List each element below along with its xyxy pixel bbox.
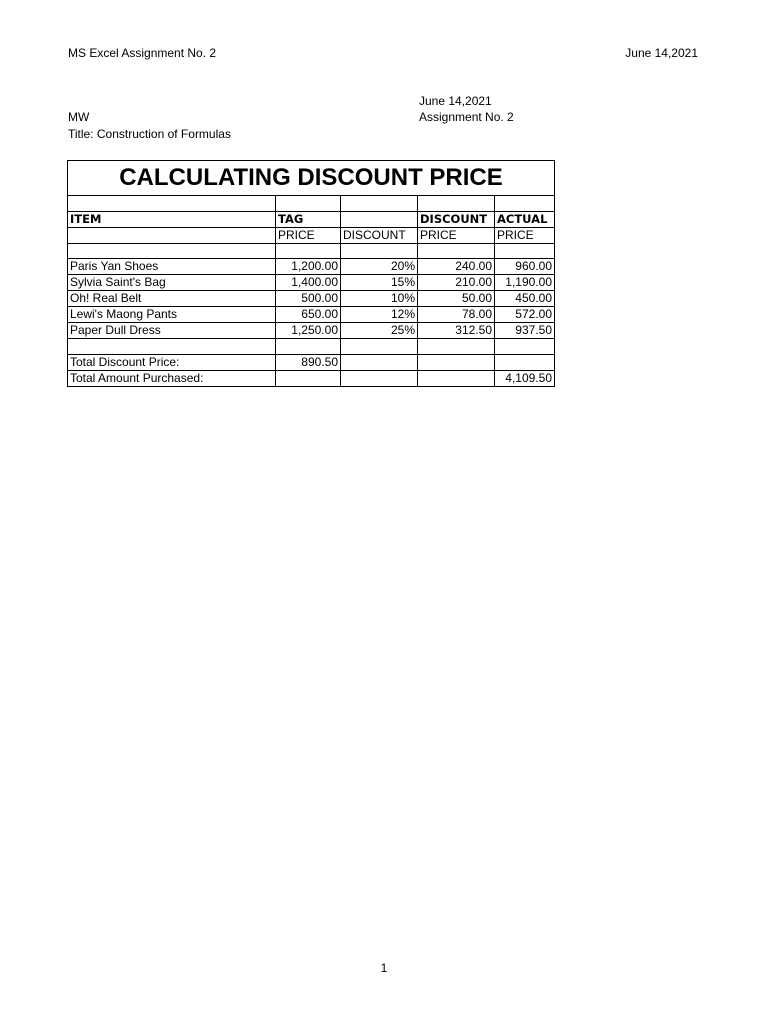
actual-price: 572.00 xyxy=(495,307,555,323)
total-discount-row xyxy=(68,354,555,370)
col-subheader-actual-price: PRICE xyxy=(495,227,555,243)
actual-price: 1,190.00 xyxy=(495,275,555,291)
discount-rate: 12% xyxy=(341,307,418,323)
item-name: Oh! Real Belt xyxy=(68,291,276,307)
cell xyxy=(276,243,341,259)
tag-price: 1,250.00 xyxy=(276,323,341,339)
cell xyxy=(276,339,341,355)
cell xyxy=(495,196,555,212)
col-subheader-discount-price: PRICE xyxy=(418,227,495,243)
cell xyxy=(68,243,276,259)
total-purchased-value: 4,109.50 xyxy=(495,370,555,386)
page-number: 1 xyxy=(380,961,388,975)
total-purchased-row xyxy=(68,370,555,386)
discount-price: 50.00 xyxy=(418,291,495,307)
total-discount-label: Total Discount Price: xyxy=(68,354,276,370)
tag-price: 1,400.00 xyxy=(276,275,341,291)
item-name: Lewi's Maong Pants xyxy=(68,307,276,323)
heading-row xyxy=(68,161,555,196)
tag-price: 650.00 xyxy=(276,307,341,323)
actual-price: 960.00 xyxy=(495,259,555,275)
col-header-item: ITEM xyxy=(68,211,276,227)
discount-price: 312.50 xyxy=(418,323,495,339)
actual-price: 937.50 xyxy=(495,323,555,339)
item-name: Paper Dull Dress xyxy=(68,323,276,339)
blank-row xyxy=(68,196,555,212)
column-header-row-1 xyxy=(68,211,555,227)
discount-price: 240.00 xyxy=(418,259,495,275)
col-header-tag: TAG xyxy=(276,211,341,227)
table-row xyxy=(68,275,555,291)
table-row xyxy=(68,259,555,275)
cell xyxy=(495,243,555,259)
total-purchased-label: Total Amount Purchased: xyxy=(68,370,276,386)
col-subheader-discount: DISCOUNT xyxy=(341,227,418,243)
document-date: June 14,2021 xyxy=(419,94,492,108)
cell xyxy=(341,339,418,355)
cell xyxy=(276,196,341,212)
document-title: Title: Construction of Formulas xyxy=(68,127,231,141)
item-name: Paris Yan Shoes xyxy=(68,259,276,275)
author-initials: MW xyxy=(68,110,90,124)
blank-row xyxy=(68,243,555,259)
cell xyxy=(495,339,555,355)
item-name: Sylvia Saint's Bag xyxy=(68,275,276,291)
tag-price: 500.00 xyxy=(276,291,341,307)
cell xyxy=(418,196,495,212)
cell xyxy=(418,354,495,370)
cell xyxy=(341,354,418,370)
discount-rate: 10% xyxy=(341,291,418,307)
discount-price: 78.00 xyxy=(418,307,495,323)
cell xyxy=(341,370,418,386)
table-row xyxy=(68,323,555,339)
page-header-date: June 14,2021 xyxy=(625,46,698,60)
col-header-discount: DISCOUNT xyxy=(418,211,495,227)
actual-price: 450.00 xyxy=(495,291,555,307)
assignment-label: Assignment No. 2 xyxy=(419,110,514,124)
page-header-title: MS Excel Assignment No. 2 xyxy=(68,46,217,60)
cell xyxy=(68,339,276,355)
table-row xyxy=(68,307,555,323)
table-row xyxy=(68,291,555,307)
col-subheader-tag-price: PRICE xyxy=(276,227,341,243)
cell xyxy=(341,243,418,259)
col-subheader-blank xyxy=(68,227,276,243)
sheet-heading: CALCULATING DISCOUNT PRICE xyxy=(68,161,555,196)
cell xyxy=(418,339,495,355)
cell xyxy=(68,196,276,212)
col-header-actual: ACTUAL xyxy=(495,211,555,227)
tag-price: 1,200.00 xyxy=(276,259,341,275)
blank-row xyxy=(68,339,555,355)
discount-rate: 15% xyxy=(341,275,418,291)
total-discount-value: 890.50 xyxy=(276,354,341,370)
discount-spreadsheet xyxy=(67,160,555,387)
discount-price: 210.00 xyxy=(418,275,495,291)
cell xyxy=(418,370,495,386)
cell xyxy=(495,354,555,370)
discount-rate: 20% xyxy=(341,259,418,275)
cell xyxy=(276,370,341,386)
cell xyxy=(341,196,418,212)
column-header-row-2 xyxy=(68,227,555,243)
discount-rate: 25% xyxy=(341,323,418,339)
col-header-blank xyxy=(341,211,418,227)
cell xyxy=(418,243,495,259)
